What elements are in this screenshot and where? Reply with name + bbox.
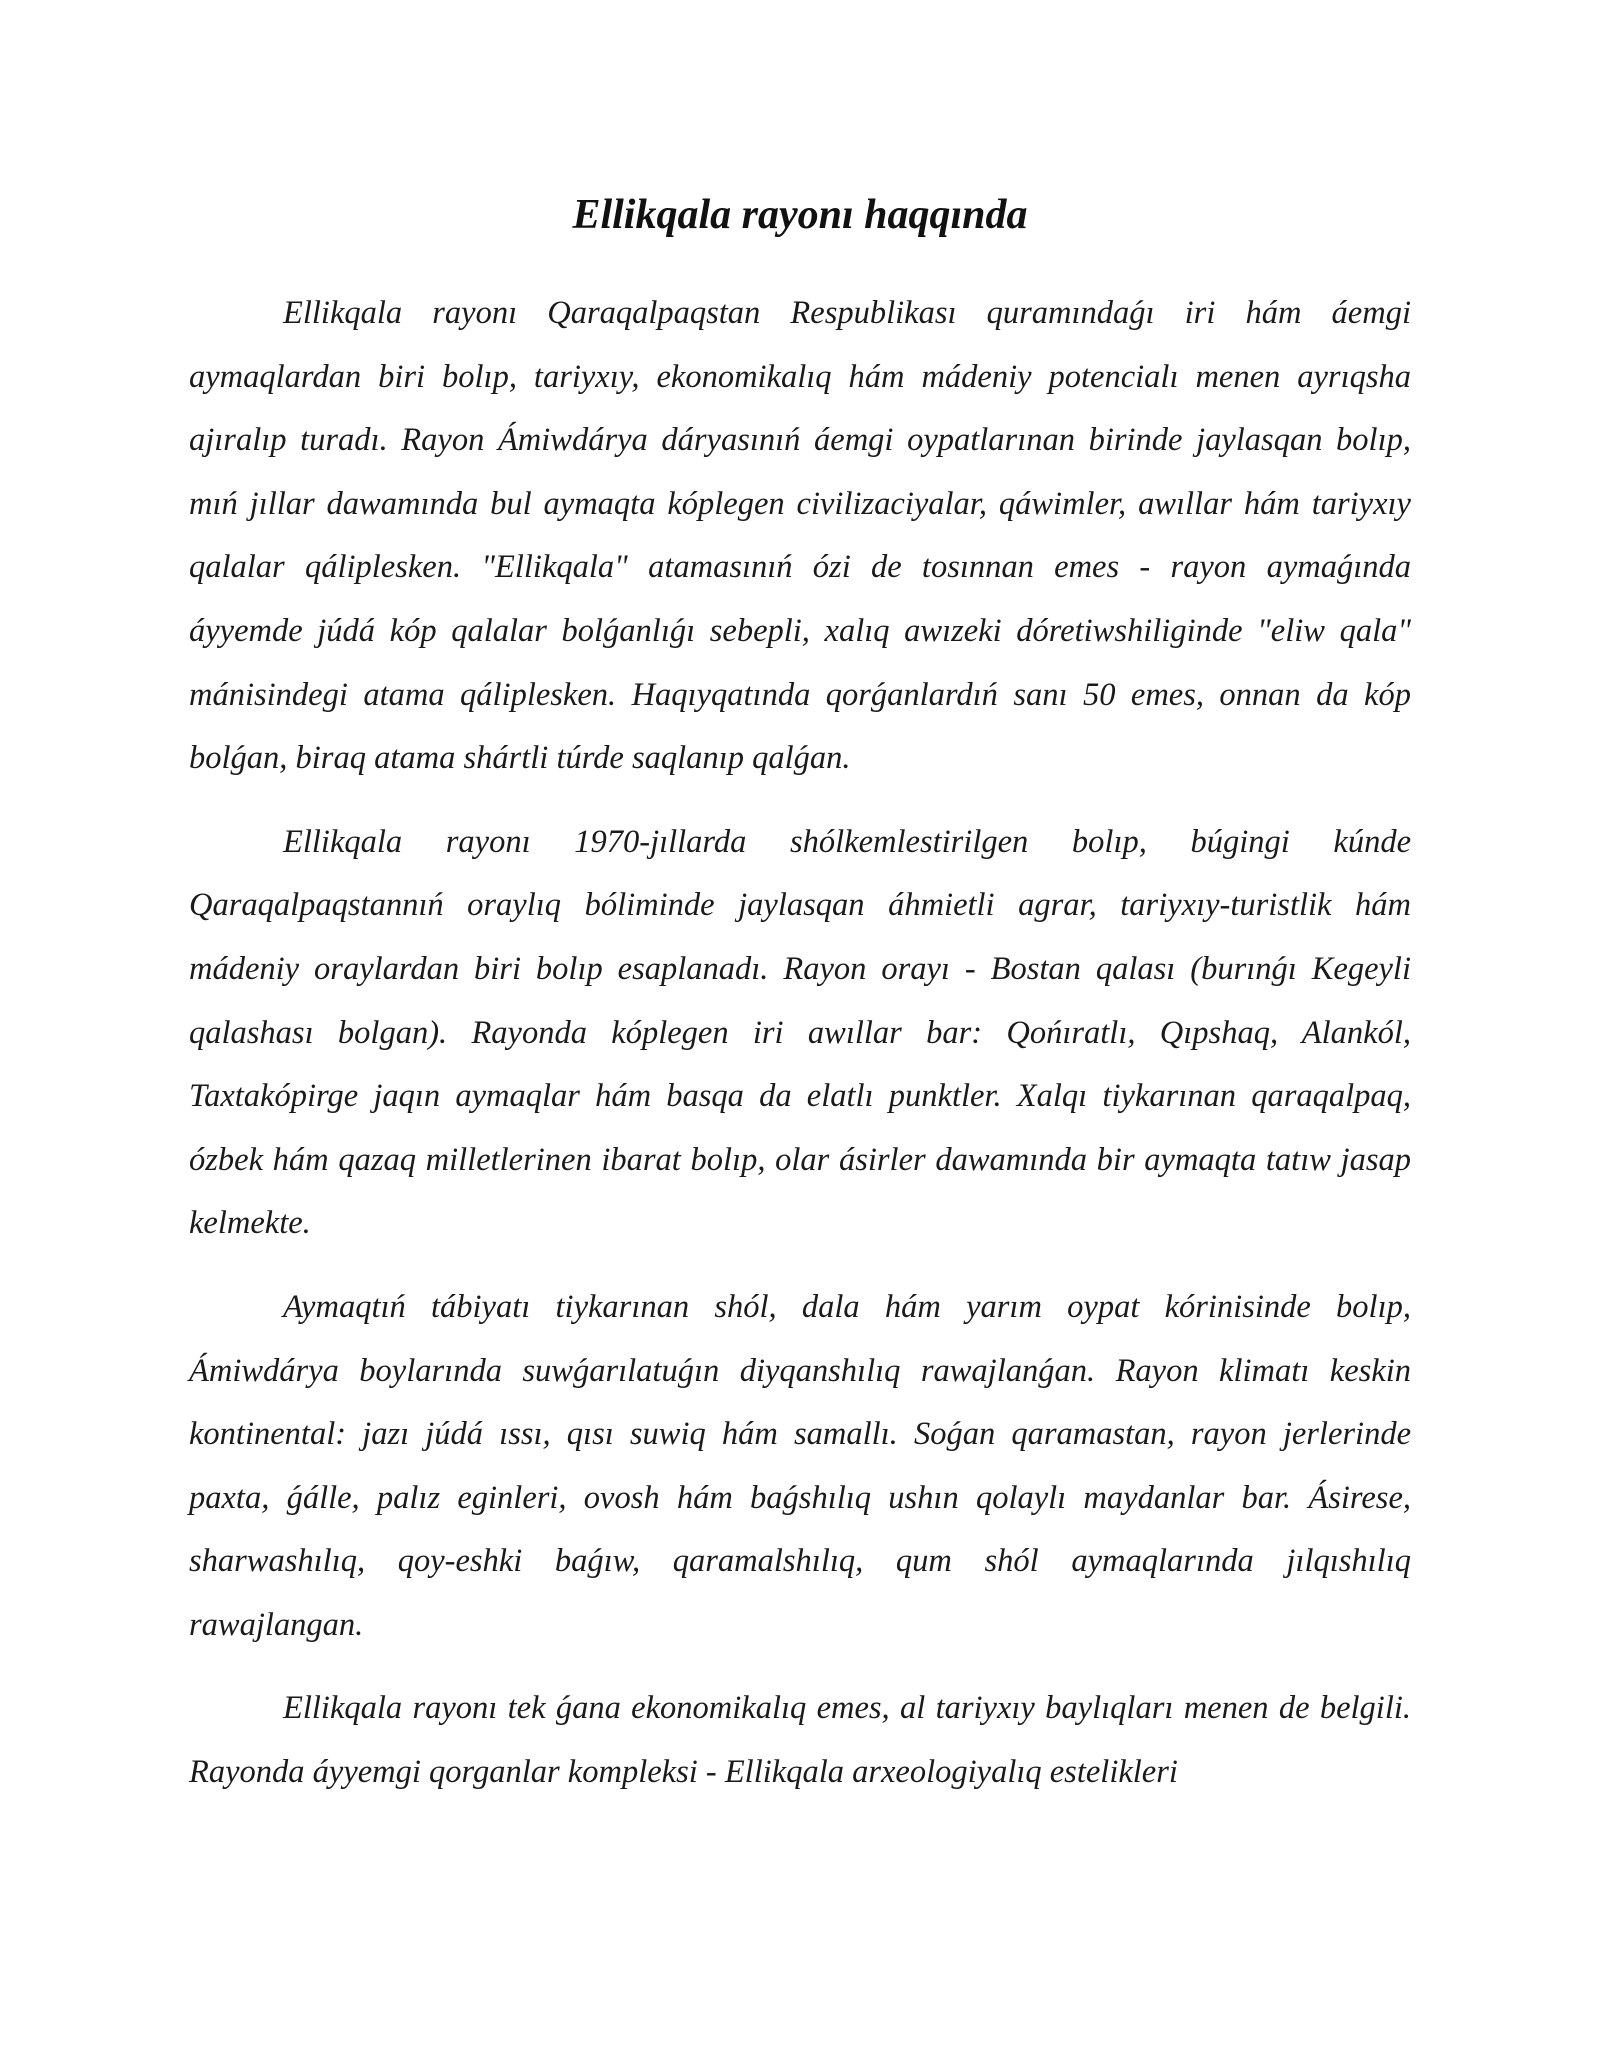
paragraph-4: Ellikqala rayonı tek ǵana ekonomikalıq emes, al tariyxıy baylıqları menen de belgili. Rayonda áyyemgi qorganlar kompleksi - Ellikqala arxeologiyalıq estelikleri — [189, 1690, 1411, 1791]
paragraph-3: Aymaqtıń tábiyatı tiykarınan shól, dala hám yarım oypat kórinisinde bolıp, Ámiwdárya boylarında suwǵarılatuǵın diyqanshılıq rawajlanǵan. Rayon klimatı keskin kontinental: jazı júdá ıssı, qısı suwiq hám samallı. Soǵan qaramastan, rayon jerlerinde paxta, ǵálle, palız eginleri, ovosh hám baǵshılıq ushın qolaylı maydanlar bar. Ásirese, sharwashılıq, qoy-eshki baǵıw, qaramalshılıq, qum shól aymaqlarında jılqıshılıq rawajlangan. — [189, 1288, 1411, 1643]
document-body — [189, 282, 1411, 1825]
paragraph-1: Ellikqala rayonı Qaraqalpaqstan Respublikası quramındaǵı iri hám áemgi aymaqlardan biri bolıp, tariyxıy, ekonomikalıq hám mádeniy potencialı menen ayrıqsha ajıralıp turadı. Rayon Ámiwdárya dáryasınıń áemgi oypatlarınan birinde jaylasqan bolıp, mıń jıllar dawamında bul aymaqta kóplegen civilizaciyalar, qáwimler, awıllar hám tariyxıy qalalar qáliplesken. "Ellikqala" atamasınıń ózi de tosınnan emes - rayon aymaǵında áyyemde júdá kóp qalalar bolǵanlıǵı sebepli, xalıq awızeki dóretiwshiliginde "eliw qala" mánisindegi atama qáliplesken. Haqıyqatında qorǵanlardıń sanı 50 emes, onnan da kóp bolǵan, biraq atama shártli túrde saqlanıp qalǵan. — [189, 295, 1411, 777]
document-title: Ellikqala rayonı haqqında — [572, 192, 1028, 238]
paragraph-2: Ellikqala rayonı 1970-jıllarda shólkemlestirilgen bolıp, búgingi kúnde Qaraqalpaqstannıń oraylıq bóliminde jaylasqan áhmietli agrar, tariyxıy-turistlik hám mádeniy oraylardan biri bolıp esaplanadı. Rayon orayı - Bostan qalası (burınǵı Kegeyli qalashası bolgan). Rayonda kóplegen iri awıllar bar: Qońıratlı, Qıpshaq, Alankól, Taxtakópirge jaqın aymaqlar hám basqa da elatlı punktler. Xalqı tiykarınan qaraqalpaq, ózbek hám qazaq milletlerinen ibarat bolıp, olar ásirler dawamında bir aymaqta tatıw jasap kelmekte. — [189, 823, 1411, 1242]
